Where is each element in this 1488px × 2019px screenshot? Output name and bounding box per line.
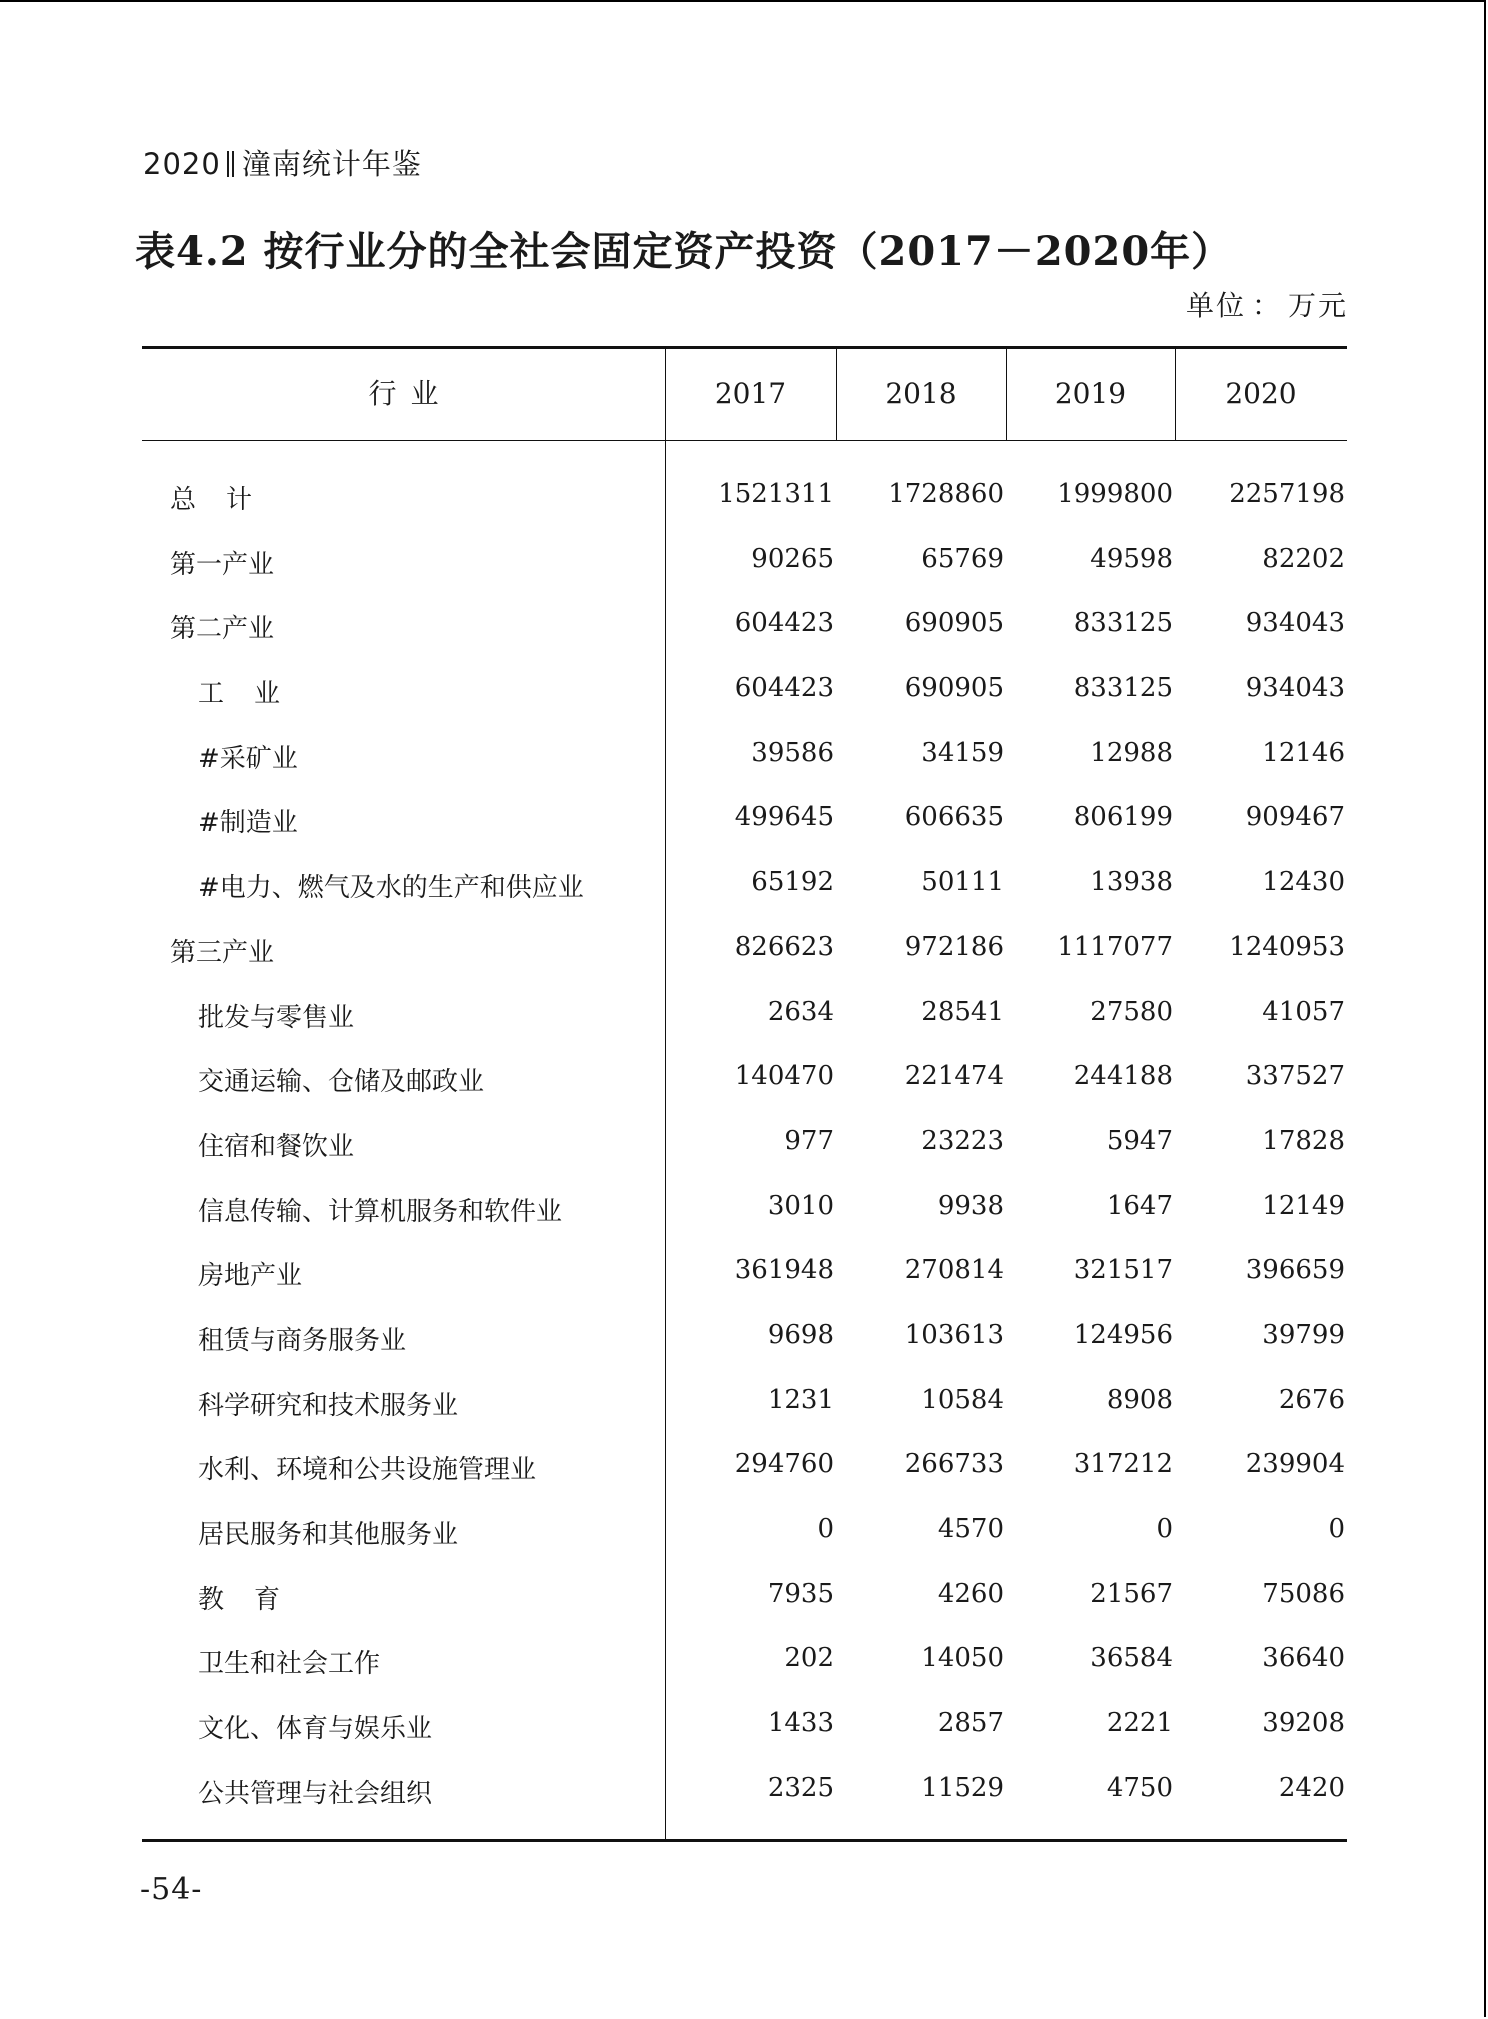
table-title: 表4.2 按行业分的全社会固定资产投资（2017－2020年） [135,228,1233,275]
running-head [143,142,422,183]
cell-2019: 833125 [1073,608,1173,639]
cell-2018: 9938 [937,1190,1004,1221]
table-row [142,1500,1347,1565]
cell-2017: 1521311 [718,479,834,509]
table-row [142,1694,1347,1759]
cell-2017: 9698 [767,1319,834,1350]
cell-2020: 12146 [1262,737,1345,768]
table-row [142,1759,1347,1824]
cell-2019: 317212 [1073,1449,1173,1480]
cell-2018: 23223 [921,1125,1004,1156]
row-label: 总计 [170,485,283,515]
cell-2020: 36640 [1262,1643,1345,1674]
running-head-year: 2020 [143,147,221,181]
cell-2019: 2221 [1106,1708,1173,1739]
row-label: 工业 [198,679,311,710]
row-label: 第一产业 [170,549,275,580]
row-label: 房地产业 [198,1261,303,1292]
cell-2017: 3010 [767,1190,834,1221]
cell-2018: 2857 [937,1708,1004,1739]
cell-2020: 75086 [1262,1578,1345,1609]
column-header-industry: 行业 [368,377,453,410]
cell-2019: 27580 [1090,996,1173,1027]
table-row [142,1435,1347,1500]
cell-2017: 39586 [751,737,834,768]
row-label: 信息传输、计算机服务和软件业 [198,1196,563,1227]
cell-2019: 124956 [1073,1319,1173,1350]
row-label: 第三产业 [170,937,275,968]
cell-2020: 337527 [1245,1061,1345,1092]
cell-2017: 140470 [734,1061,834,1092]
cell-2020: 2420 [1278,1772,1345,1803]
unit-value: 万元 [1287,289,1348,322]
cell-2019: 21567 [1090,1578,1173,1609]
table-body [142,465,1347,1823]
cell-2019: 0 [1156,1514,1173,1544]
data-table [142,346,1347,1841]
row-label: 批发与零售业 [198,1002,355,1033]
row-label: 租赁与商务服务业 [198,1325,407,1356]
cell-2017: 604423 [734,673,834,704]
row-label: 公共管理与社会组织 [198,1778,433,1809]
cell-2020: 12149 [1262,1190,1345,1221]
table-row [142,594,1347,659]
table-bottom-rule [142,1839,1347,1842]
cell-2019: 806199 [1073,802,1173,833]
cell-2017: 202 [784,1643,834,1674]
column-header-2019: 2019 [1054,377,1127,410]
cell-2019: 1647 [1106,1190,1173,1221]
cell-2019: 36584 [1090,1643,1173,1674]
row-label: 教育 [198,1584,311,1615]
row-label: #制造业 [198,808,298,839]
table-row [142,918,1347,983]
running-head-separator [227,151,234,177]
row-label: 居民服务和其他服务业 [198,1520,459,1550]
cell-2017: 977 [784,1125,834,1156]
table-row [142,659,1347,724]
table-row [142,1241,1347,1306]
cell-2019: 5947 [1106,1125,1173,1156]
cell-2019: 1117077 [1057,931,1173,962]
table-row [142,1371,1347,1436]
table-row [142,1047,1347,1112]
cell-2020: 0 [1328,1514,1345,1544]
cell-2020: 17828 [1262,1125,1345,1156]
table-row [142,530,1347,595]
row-label: #电力、燃气及水的生产和供应业 [198,873,584,904]
cell-2017: 499645 [734,802,834,833]
cell-2020: 82202 [1262,543,1345,574]
cell-2020: 41057 [1262,996,1345,1027]
cell-2020: 1240953 [1229,931,1345,962]
cell-2018: 28541 [921,996,1004,1027]
cell-2018: 690905 [904,673,1004,704]
cell-2020: 909467 [1245,802,1345,833]
row-label: 交通运输、仓储及邮政业 [198,1067,485,1098]
cell-2017: 1433 [767,1708,834,1739]
row-label: 水利、环境和公共设施管理业 [198,1455,537,1486]
row-label: #采矿业 [198,743,298,774]
table-row [142,983,1347,1048]
page-number: -54- [140,1872,203,1907]
cell-2020: 396659 [1245,1255,1345,1286]
row-label: 第二产业 [170,614,275,645]
cell-2020: 2257198 [1229,479,1345,509]
row-label: 科学研究和技术服务业 [198,1390,459,1421]
cell-2020: 934043 [1245,673,1345,704]
cell-2018: 270814 [904,1255,1004,1286]
cell-2019: 49598 [1090,543,1173,574]
cell-2017: 826623 [734,931,834,962]
cell-2020: 12430 [1262,867,1345,898]
cell-2017: 2325 [767,1772,834,1803]
cell-2018: 221474 [904,1061,1004,1092]
unit-label: 单位 [1185,289,1246,322]
table-row [142,788,1347,853]
row-label: 文化、体育与娱乐业 [198,1714,433,1745]
cell-2018: 34159 [921,737,1004,768]
cell-2018: 10584 [921,1384,1004,1415]
row-label: 卫生和社会工作 [198,1649,381,1680]
cell-2020: 39799 [1262,1319,1345,1350]
cell-2018: 4260 [937,1578,1004,1609]
cell-2018: 4570 [937,1514,1004,1544]
cell-2019: 12988 [1090,737,1173,768]
column-header-2018: 2018 [885,377,957,410]
cell-2020: 2676 [1278,1384,1345,1415]
cell-2019: 4750 [1106,1772,1173,1803]
cell-2017: 294760 [734,1449,834,1480]
table-row [142,1112,1347,1177]
table-row [142,1565,1347,1630]
cell-2020: 239904 [1245,1449,1345,1480]
table-row [142,1629,1347,1694]
cell-2020: 39208 [1262,1708,1345,1739]
cell-2019: 244188 [1073,1061,1173,1092]
cell-2017: 65192 [751,867,834,898]
cell-2019: 833125 [1073,673,1173,704]
cell-2018: 972186 [904,931,1004,962]
cell-2017: 1231 [767,1384,834,1415]
cell-2019: 1999800 [1057,479,1173,509]
unit-note: 单位 ： 万元 [1185,289,1348,322]
table-row [142,1177,1347,1242]
cell-2018: 14050 [921,1643,1004,1674]
cell-2018: 50111 [921,867,1004,898]
row-label: 住宿和餐饮业 [198,1131,355,1162]
cell-2018: 266733 [904,1449,1004,1480]
cell-2018: 1728860 [888,479,1004,509]
cell-2018: 103613 [904,1319,1004,1350]
table-row [142,465,1347,530]
cell-2017: 2634 [767,996,834,1027]
cell-2018: 690905 [904,608,1004,639]
table-row [142,1306,1347,1371]
cell-2017: 90265 [751,543,834,574]
column-header-2017: 2017 [714,377,787,410]
cell-2018: 606635 [904,802,1004,833]
cell-2017: 604423 [734,608,834,639]
table-row [142,853,1347,918]
cell-2017: 361948 [734,1255,834,1286]
cell-2019: 13938 [1090,867,1173,898]
cell-2020: 934043 [1245,608,1345,639]
column-header-2020: 2020 [1225,377,1297,410]
cell-2019: 8908 [1106,1384,1173,1415]
cell-2019: 321517 [1073,1255,1173,1286]
cell-2018: 65769 [921,543,1004,574]
table-row [142,724,1347,789]
cell-2017: 0 [817,1514,834,1544]
running-head-book: 潼南统计年鉴 [241,147,422,181]
cell-2018: 11529 [921,1772,1004,1803]
cell-2017: 7935 [767,1578,834,1609]
